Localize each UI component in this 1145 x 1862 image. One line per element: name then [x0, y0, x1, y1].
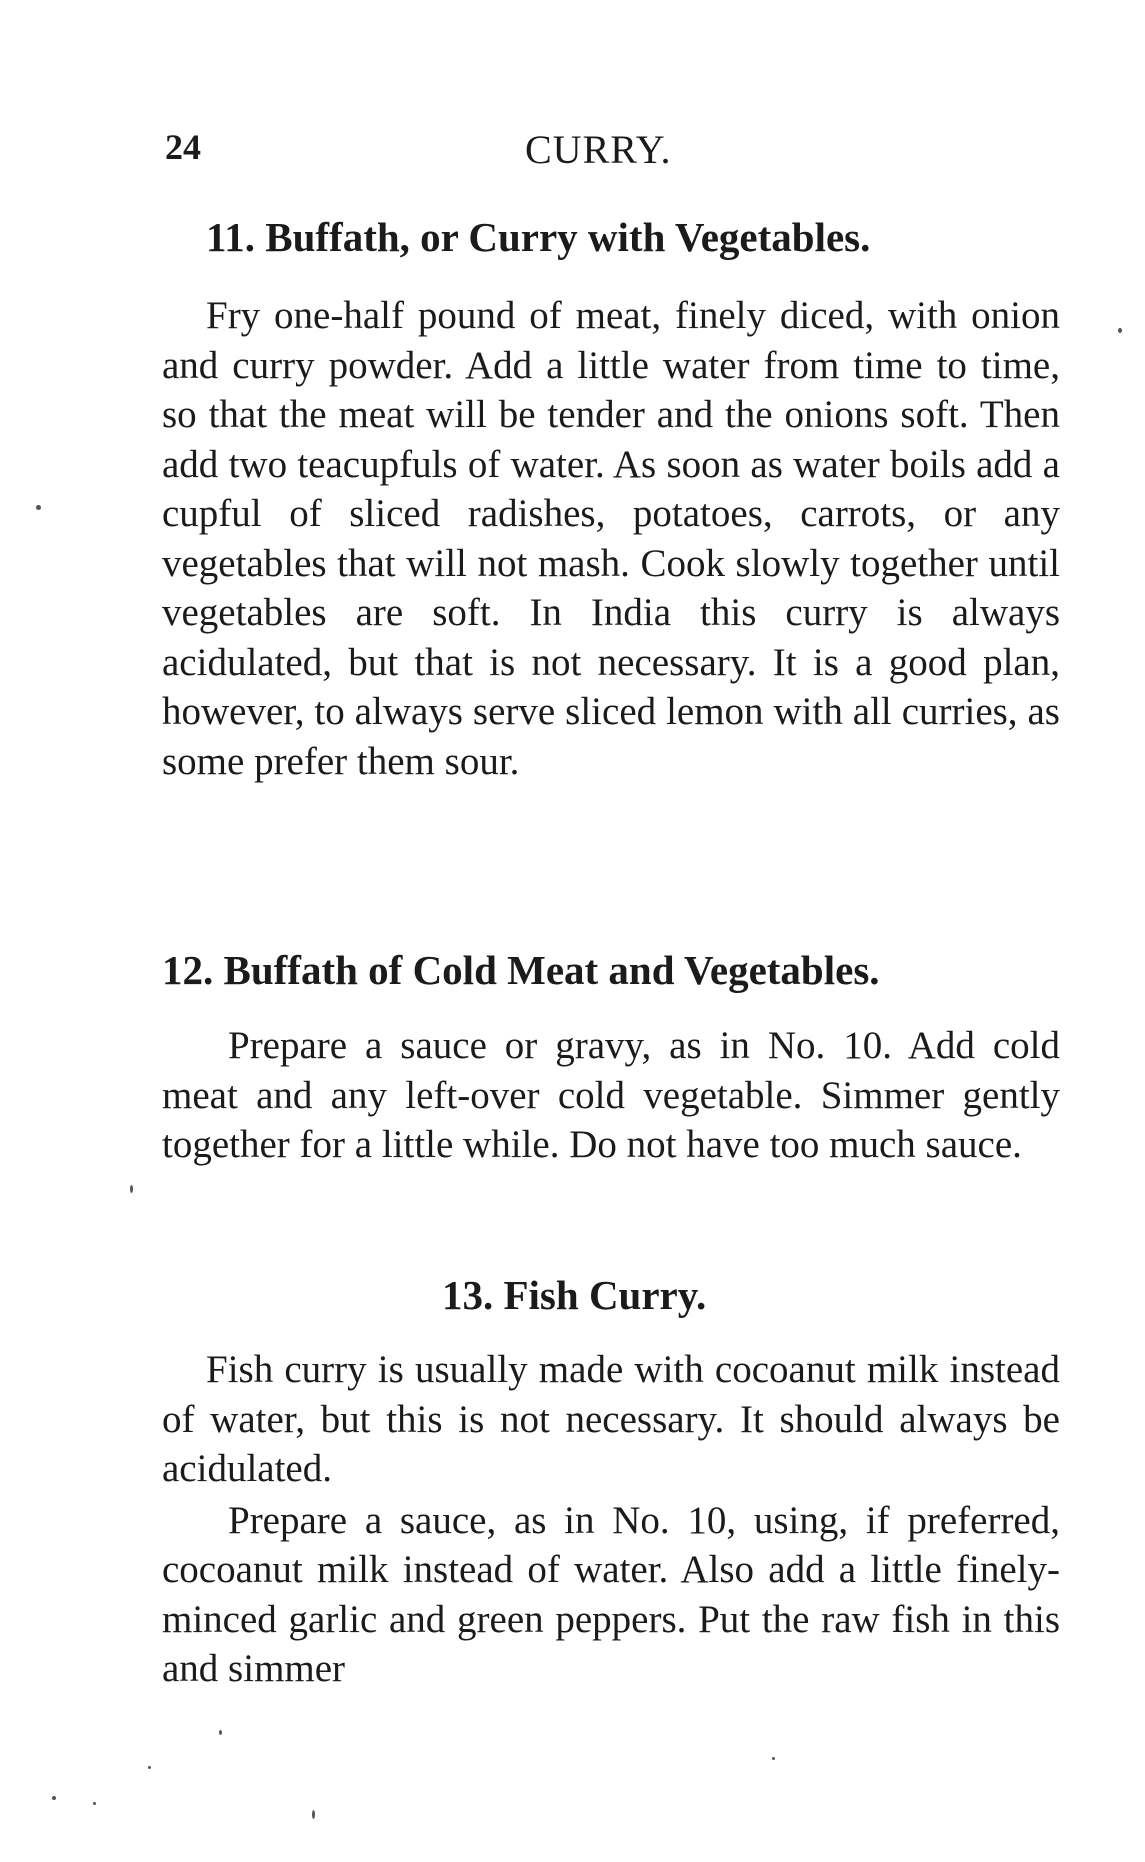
recipe-section-12	[162, 945, 1060, 1170]
page-header	[165, 126, 1060, 176]
print-speck	[130, 1185, 133, 1193]
recipe-section-11	[162, 212, 1060, 786]
print-speck	[772, 1757, 775, 1760]
page-number: 24	[165, 127, 201, 167]
print-speck	[1118, 328, 1122, 333]
print-speck	[219, 1730, 222, 1735]
recipe-heading: 13. Fish Curry.	[442, 1272, 707, 1318]
recipe-section-13	[162, 1270, 1060, 1694]
print-speck	[36, 505, 41, 510]
print-speck	[93, 1802, 96, 1805]
recipe-paragraph: Fish curry is usually made with cocoanut milk instead of water, but this is not necessary. It should always be acidulated.	[162, 1348, 1060, 1490]
recipe-heading: 12. Buffath of Cold Meat and Vegetables.	[162, 947, 880, 993]
recipe-paragraph: Prepare a sauce or gravy, as in No. 10. Add cold meat and any left-over cold vegetable. Simmer gently together for a little while. Do not have too much sauce.	[162, 1024, 1060, 1166]
running-head: CURRY.	[525, 127, 672, 172]
recipe-paragraph: Prepare a sauce, as in No. 10, using, if preferred, cocoanut milk instead of water. Also add a little finely-minced garlic and green peppers. Put the raw fish in this and simmer	[162, 1498, 1060, 1690]
print-speck	[52, 1796, 56, 1800]
print-speck	[148, 1766, 151, 1769]
recipe-paragraph: Fry one-half pound of meat, finely diced, with onion and curry powder. Add a little water from time to time, so that the meat will be tender and the onions soft. Then add two teacupfuls of water. As soon as water boils add a cupful of sliced radishes, potatoes, carrots, or any vegetables that will not mash. Cook slowly together until vegetables are soft. In India this curry is always acidulated, but that is not necessary. It is a good plan, however, to always serve sliced lemon with all curries, as some prefer them sour.	[162, 294, 1060, 783]
print-speck	[312, 1810, 315, 1819]
recipe-heading: 11. Buffath, or Curry with Vegetables.	[206, 214, 871, 260]
